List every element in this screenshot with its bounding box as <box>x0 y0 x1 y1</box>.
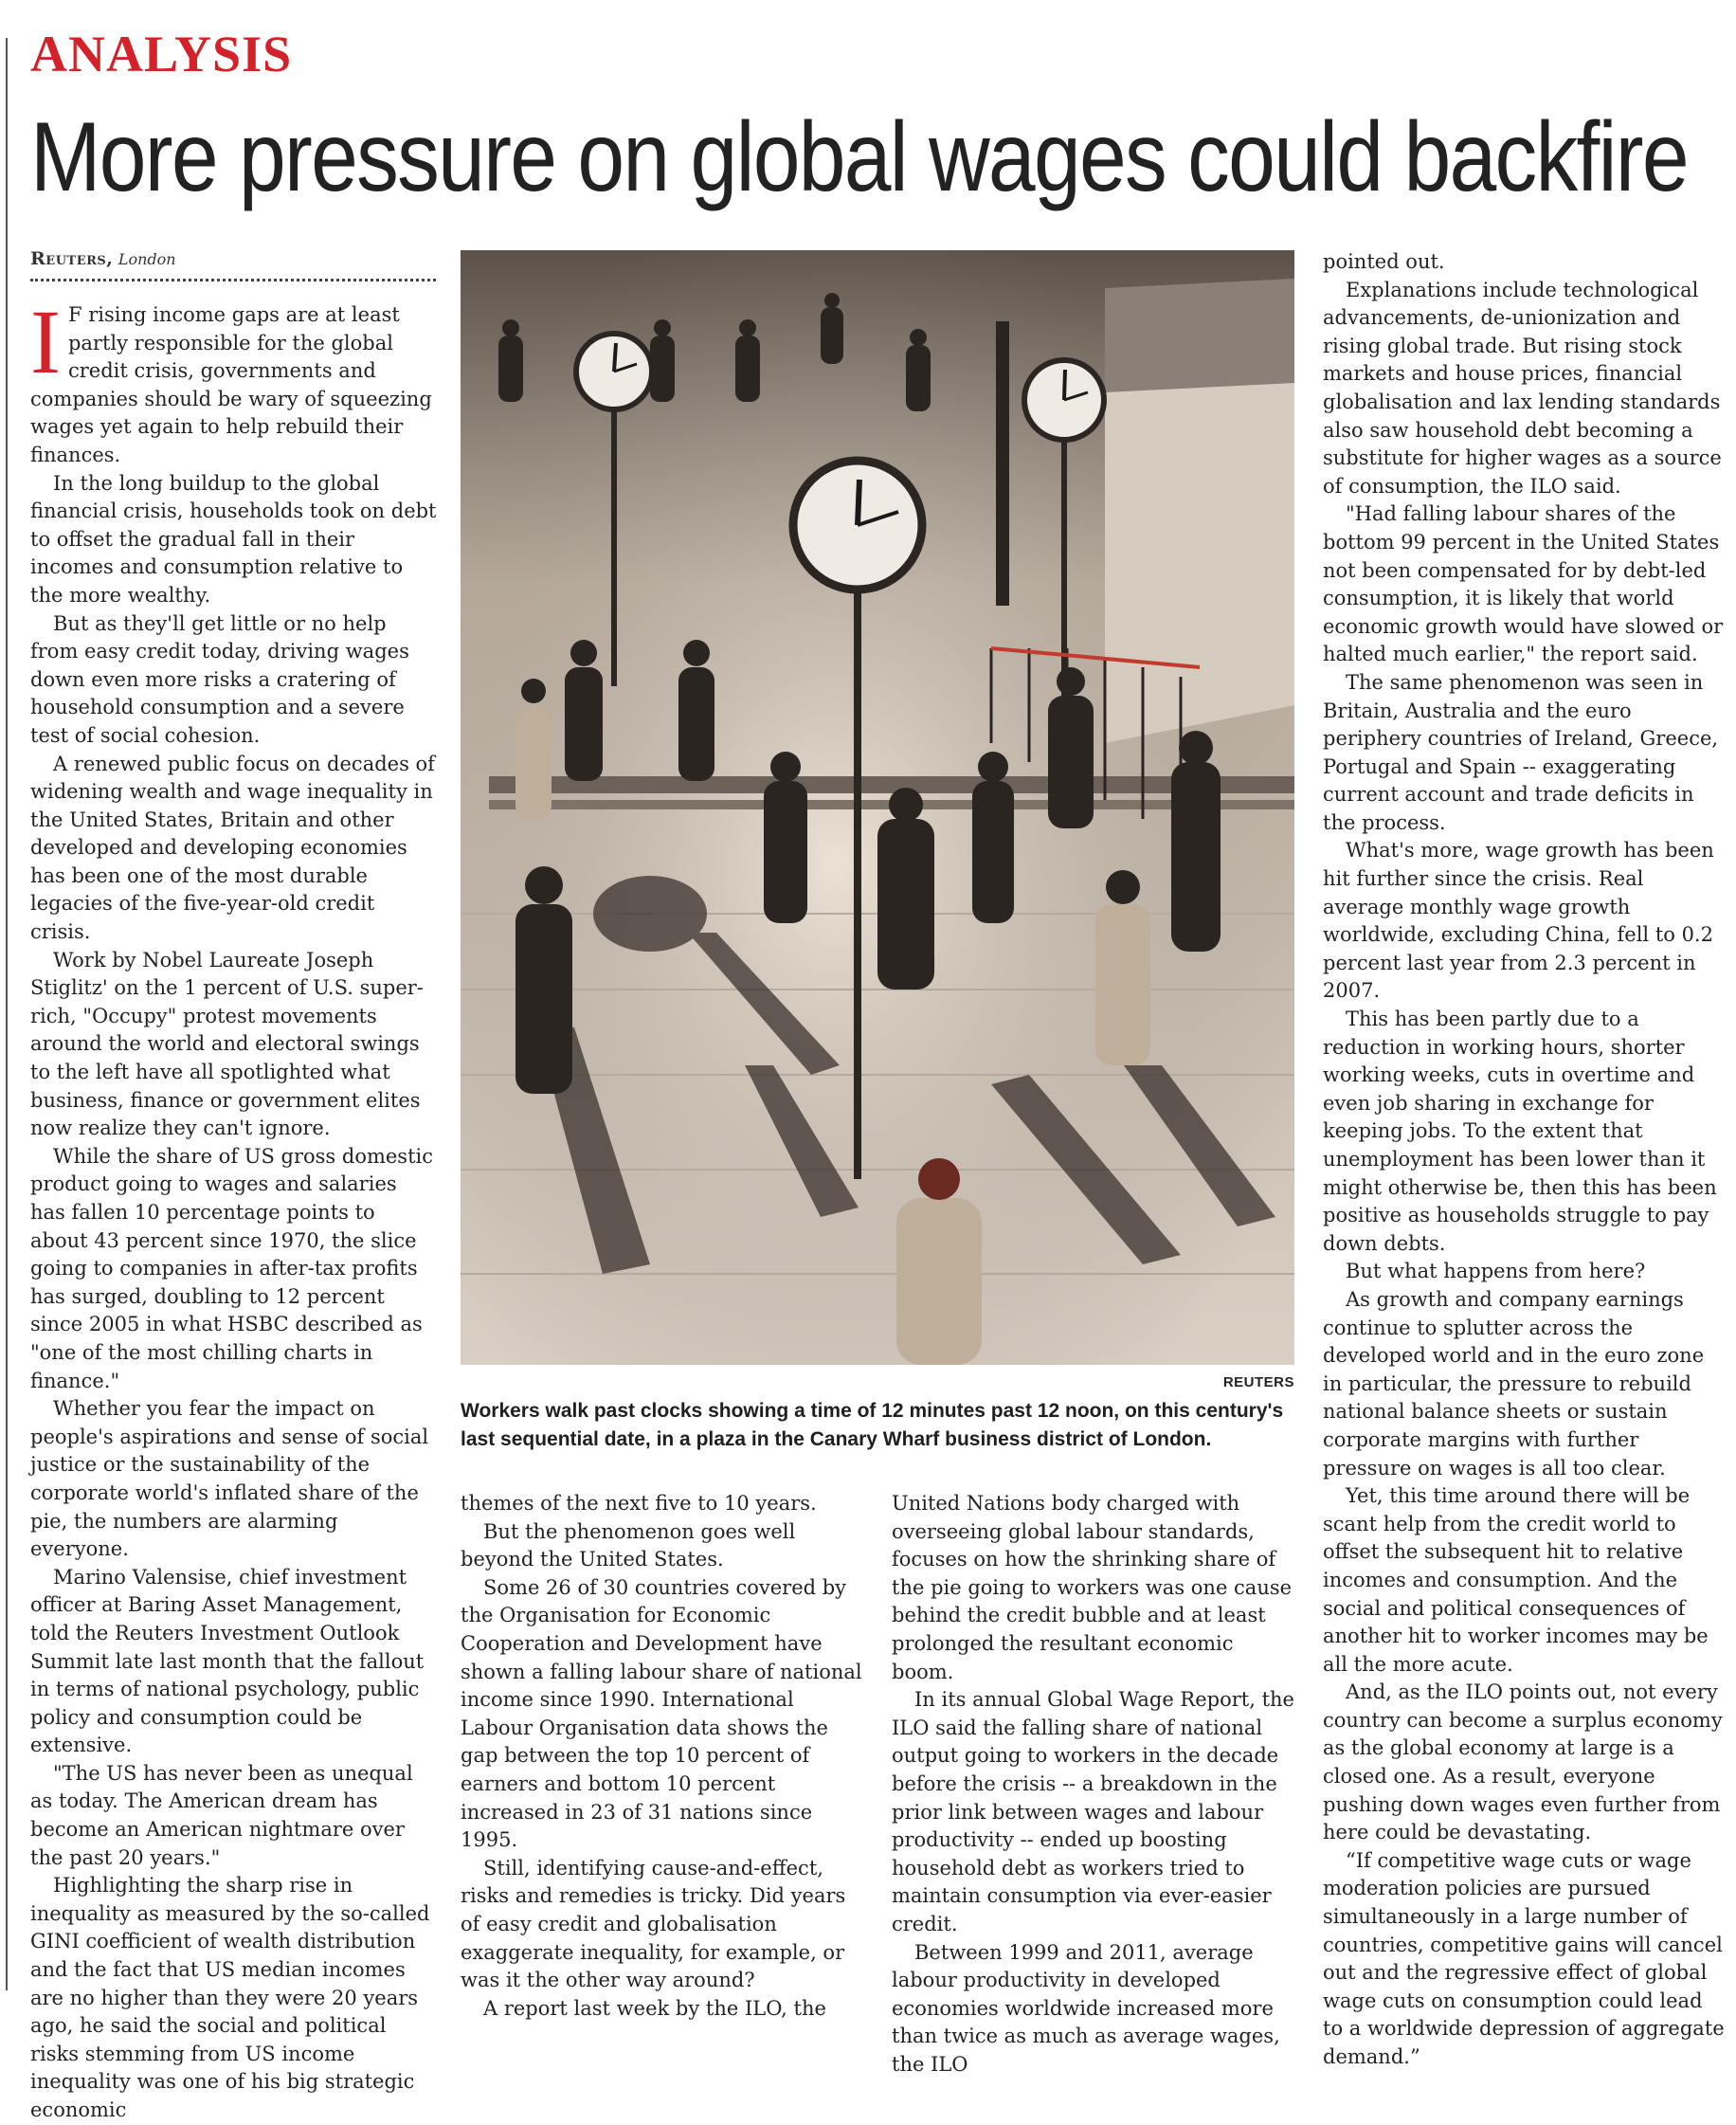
byline-city: London <box>118 250 176 268</box>
paragraph: What's more, wage growth has been hit further since the crisis. Real average monthly wage growth worldwide, excluding China, fell to 0.2 percent last year from 2.3 percent in 2007. <box>1323 839 1714 1003</box>
article-lead-paragraph <box>30 291 438 470</box>
photo-credit: REUTERS <box>1222 1374 1294 1390</box>
paragraph: Between 1999 and 2011, average labour productivity in developed economies worldwide increased more than twice as much as average wages, the ILO <box>892 1940 1280 2076</box>
headline: More pressure on global wages could backfire <box>30 102 1688 212</box>
paragraph: And, as the ILO points out, not every country can become a surplus economy as the global economy at large is a closed one. As a result, everyone pushing down wages even further from here could be devastating. <box>1323 1680 1723 1844</box>
paragraph: A renewed public focus on decades of widening wealth and wage inequality in the United States, Britain and other developed and developing economies has been one of the most durable legacies of the five-year-old credit crisis. <box>30 752 435 944</box>
plaza-photo-illustration <box>461 250 1294 1365</box>
paragraph: But what happens from here? <box>1346 1260 1646 1283</box>
paragraph: "Had falling labour shares of the bottom 99 percent in the United States not been compensated for by debt-led consumption, it is likely that world economic growth would have slowed or halted much earlier," the report said. <box>1323 502 1724 666</box>
paragraph: While the share of US gross domestic product going to wages and salaries has fallen 10 percentage points to about 43 percent since 1970, the slice going to companies in after-tax profits has surged, doubling to 12 percent since 2005 in what HSBC described as "one of the most chilling charts in finance." <box>30 1144 433 1392</box>
paragraph: In the long buildup to the global financial crisis, households took on debt to offset the gradual fall in their incomes and consumption relative to the more wealthy. <box>30 471 437 607</box>
byline-agency: Reuters, <box>30 248 114 269</box>
news-photo <box>461 250 1294 1365</box>
article-column-4 <box>1323 248 1728 2072</box>
paragraph: But as they'll get little or no help from easy credit today, driving wages down even more risks a cratering of household consumption and a severe test of social cohesion. <box>30 611 409 747</box>
paragraph: Still, identifying cause-and-effect, risks and remedies is tricky. Did years of easy credit and globalisation exaggerate inequality, for example, or was it the other way around? <box>461 1856 846 1992</box>
paragraph: Some 26 of 30 countries covered by the Organisation for Economic Cooperation and Development have shown a falling labour share of national income since 1990. International Labour Organisation data shows the gap between the top 10 percent of earners and bottom 10 percent increased in 23 of 31 nations since 1995. <box>461 1575 862 1852</box>
paragraph: Whether you fear the impact on people's aspirations and sense of social justice or the sustainability of the corporate world's inflated share of the pie, the numbers are alarming everyone. <box>30 1397 429 1561</box>
paragraph: The same phenomenon was seen in Britain, Australia and the euro periphery countries of Ireland, Greece, Portugal and Spain -- exaggerating current account and trade deficits in the process. <box>1323 670 1719 834</box>
paragraph: Marino Valensise, chief investment officer at Baring Asset Management, told the Reuters Investment Outlook Summit late last month that the fallout in terms of national psychology, public policy and consumption could be extensive. <box>30 1565 425 1757</box>
drop-cap: I <box>30 291 61 392</box>
photo-caption: Workers walk past clocks showing a time of 12 minutes past 12 noon, on this century's last sequential date, in a plaza in the Canary Wharf business district of London. <box>461 1400 1284 1450</box>
paragraph: Yet, this time around there will be scant help from the credit world to offset the subsequent hit to relative incomes and consumption. And the social and political consequences of another hit to worker incomes may be all the more acute. <box>1323 1484 1709 1676</box>
paragraph: "The US has never been as unequal as today. The American dream has become an American nightmare over the past 20 years." <box>30 1761 413 1869</box>
paragraph-continued: United Nations body charged with overseeing global labour standards, focuses on how the shrinking share of the pie going to workers was one cause behind the credit bubble and at least prolonged the resultant economic boom. <box>892 1492 1293 1683</box>
paragraph: As growth and company earnings continue to splutter across the developed world and in the euro zone in particular, the pressure to rebuild national balance sheets or sustain corporate margins with further pressure on wages is all too clear. <box>1323 1287 1705 1480</box>
paragraph: This has been partly due to a reduction in working hours, shorter working weeks, cuts in overtime and even job sharing in exchange for keeping jobs. To the extent that unemployment has been lower than it might otherwise be, then this has been positive as households struggle to pay down debts. <box>1323 1008 1717 1255</box>
byline <box>30 248 436 282</box>
paragraph-continued: pointed out. <box>1323 250 1445 273</box>
section-label: ANALYSIS <box>30 26 293 82</box>
paragraph-continued: themes of the next five to 10 years. <box>461 1492 817 1515</box>
paragraph: But the phenomenon goes well beyond the United States. <box>461 1519 796 1571</box>
paragraph: Work by Nobel Laureate Joseph Stiglitz' on the 1 percent of U.S. super-rich, "Occupy" protest movements around the world and electoral swings to the left have all spotlighted what business, finance or government elites now realize they can't ignore. <box>30 948 424 1140</box>
paragraph: Explanations include technological advancements, de-unionization and rising global trade. But rising stock markets and house prices, financial globalisation and lax lending standards also saw household debt becoming a substitute for higher wages as a source of consumption, the ILO said. <box>1323 278 1722 498</box>
paragraph: Highlighting the sharp rise in inequality as measured by the so-called GINI coefficient of wealth distribution and the fact that US median incomes are no higher than they were 20 years ago, he said the social and political risks stemming from US income inequality was one of his big strategic economic <box>30 1874 430 2121</box>
article-column-2 <box>461 1490 866 2023</box>
article-column-1 <box>30 291 438 2125</box>
paragraph: In its annual Global Wage Report, the ILO said the falling share of national output going to workers in the decade before the crisis -- a breakdown in the prior link between wages and labour productivity -- ended up boosting household debt as workers tried to maintain consumption via ever-easier credit. <box>892 1688 1294 1935</box>
paragraph: “If competitive wage cuts or wage moderation policies are pursued simultaneously in a large number of countries, competitive gains will cancel out and the regressive effect of global wage cuts on consumption could lead to a worldwide depression of aggregate demand.” <box>1323 1848 1725 2068</box>
lead-text: F rising income gaps are at least partly responsible for the global credit crisis, governments and companies should be wary of squeezing wages yet again to help rebuild their finances. <box>30 303 432 466</box>
paragraph: A report last week by the ILO, the <box>483 1996 826 2020</box>
article-column-3 <box>892 1490 1297 2079</box>
page-edge-rule <box>6 38 8 1990</box>
